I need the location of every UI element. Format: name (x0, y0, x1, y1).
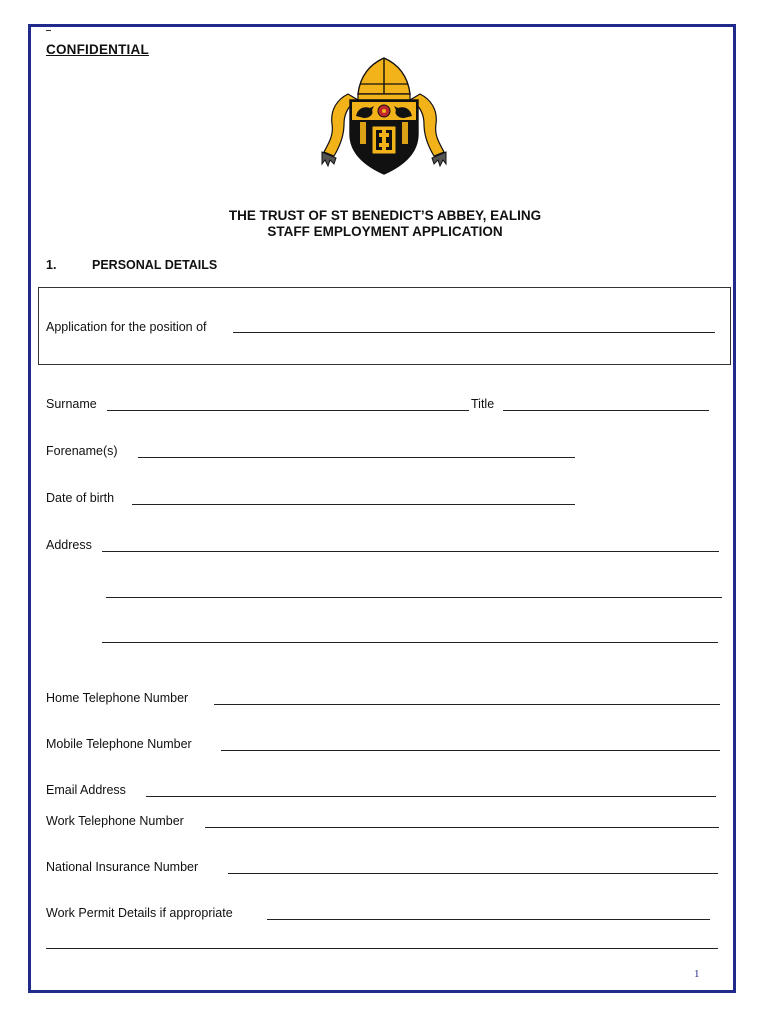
surname-label: Surname (46, 397, 97, 411)
section-heading (46, 258, 217, 272)
forenames-input-line[interactable] (138, 457, 575, 458)
work-phone-input-line[interactable] (205, 827, 719, 828)
mobile-phone-label: Mobile Telephone Number (46, 737, 192, 751)
address-input-line-2[interactable] (106, 597, 722, 598)
confidential-label: CONFIDENTIAL (46, 42, 149, 57)
email-input-line[interactable] (146, 796, 716, 797)
work-permit-input-line[interactable] (267, 919, 710, 920)
dob-label: Date of birth (46, 491, 115, 505)
work-phone-label: Work Telephone Number (46, 814, 184, 828)
document-title (40, 208, 730, 240)
work-permit-input-line-2[interactable] (46, 948, 718, 949)
title-label: Title (471, 397, 495, 411)
abbey-crest-icon (318, 54, 450, 178)
email-label: Email Address (46, 783, 126, 797)
stray-mark (46, 30, 51, 31)
forenames-label: Forename(s) (46, 444, 118, 458)
home-phone-label: Home Telephone Number (46, 691, 189, 705)
page-number: 1 (694, 968, 700, 980)
surname-input-line[interactable] (107, 410, 469, 411)
home-phone-input-line[interactable] (214, 704, 720, 705)
work-permit-label: Work Permit Details if appropriate (46, 906, 233, 920)
ni-number-input-line[interactable] (228, 873, 718, 874)
position-label: Application for the position of (46, 320, 207, 334)
section-title: PERSONAL DETAILS (92, 258, 218, 272)
title-input-line[interactable] (503, 410, 709, 411)
section-number: 1. (46, 258, 57, 272)
title-line-1: THE TRUST OF ST BENEDICT’S ABBEY, EALING (228, 208, 542, 223)
title-line-2: STAFF EMPLOYMENT APPLICATION (267, 224, 503, 239)
address-label: Address (46, 538, 92, 552)
dob-input-line[interactable] (132, 504, 575, 505)
ni-number-label: National Insurance Number (46, 860, 199, 874)
mobile-phone-input-line[interactable] (221, 750, 720, 751)
address-input-line-1[interactable] (102, 551, 719, 552)
address-input-line-3[interactable] (102, 642, 718, 643)
position-input-line[interactable] (233, 332, 715, 333)
